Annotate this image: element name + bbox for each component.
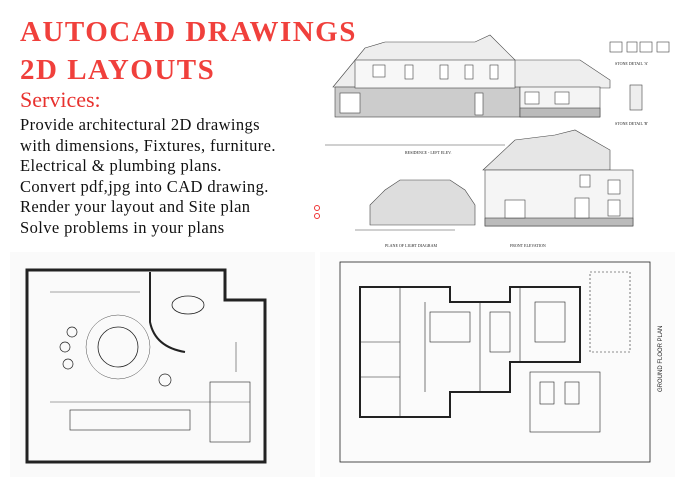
ground-floor-plan-label: GROUND FLOOR PLAN	[658, 325, 664, 392]
service-item: Provide architectural 2D drawings	[20, 115, 261, 134]
ground-floor-plan	[320, 252, 675, 477]
elevation-drawings	[325, 30, 680, 255]
stone-details	[610, 42, 669, 126]
services-label: Services:	[20, 87, 101, 112]
front-elevation-label: FRONT ELEVATION	[510, 243, 546, 248]
bullet-icon	[314, 205, 320, 211]
light-diagram-label: PLANE OF LIGHT DIAGRAM	[385, 243, 438, 248]
heading-line-1: AUTOCAD DRAWINGS	[20, 16, 357, 48]
service-item: Convert pdf,jpg into CAD drawing.	[20, 176, 269, 196]
service-item: Solve problems in your plans	[20, 217, 225, 237]
heading-line-2: 2D LAYOUTS	[20, 54, 216, 86]
bullet-icon	[314, 213, 320, 219]
light-diagram	[355, 180, 475, 248]
front-elevation	[483, 130, 633, 248]
interior-floor-plan	[10, 252, 315, 477]
left-elevation-label: RESIDENCE - LEFT ELEV.	[405, 150, 452, 155]
service-item: Render your layout and Site plan	[20, 197, 251, 217]
services-list	[20, 115, 276, 239]
service-item: with dimensions, Fixtures, furniture.	[20, 135, 276, 155]
service-item: Electrical & plumbing plans.	[20, 156, 222, 176]
stone-detail-b-label: STONE DETAIL 'B'	[615, 121, 648, 126]
stone-detail-a-label: STONE DETAIL 'A'	[615, 61, 649, 66]
